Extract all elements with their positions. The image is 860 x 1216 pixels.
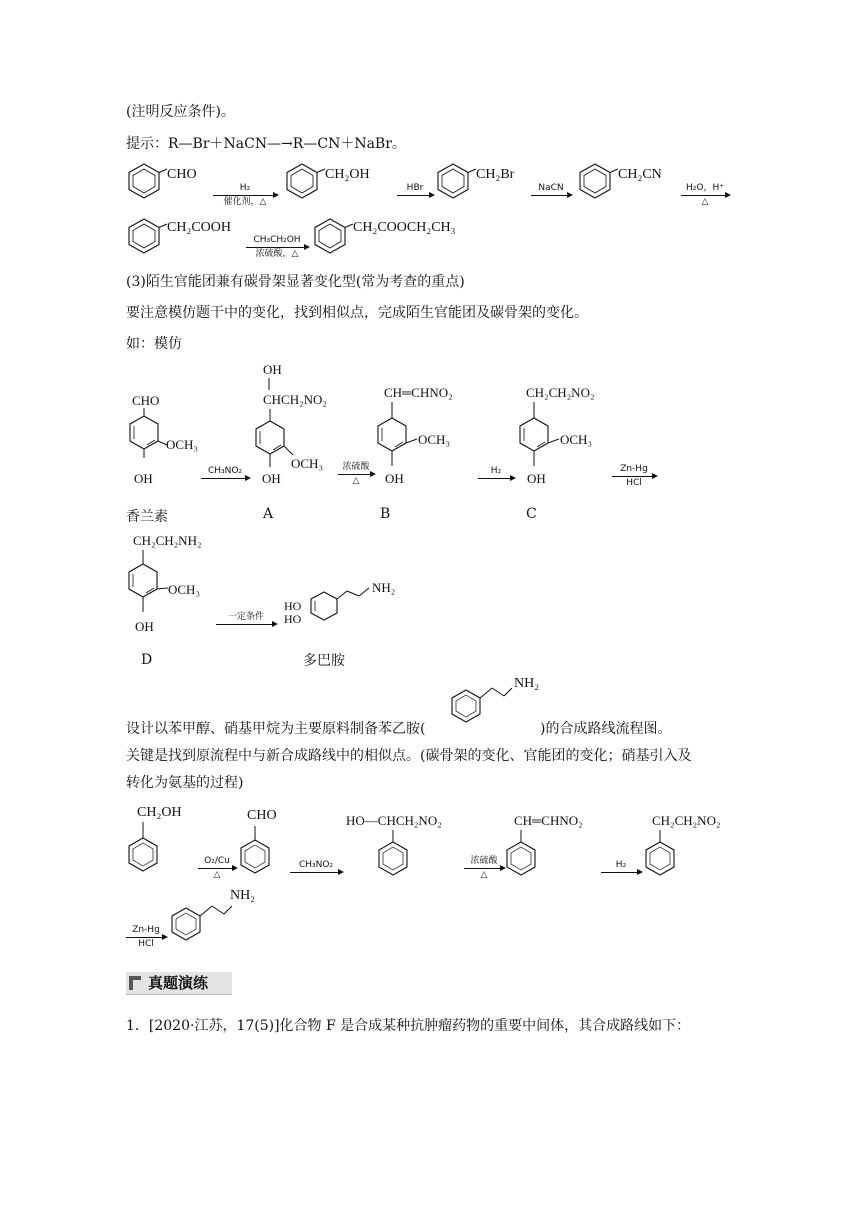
question-line: 1．[2020·江苏，17(5)]化合物 F 是合成某种抗肿瘤药物的重要中间体，其合成路线如下： bbox=[126, 1018, 691, 1034]
compound-label: B bbox=[380, 506, 391, 522]
group-label: OH bbox=[262, 471, 281, 486]
text-line: 转化为氨基的过程) bbox=[126, 775, 244, 791]
benzene-ring bbox=[238, 826, 278, 886]
text-line: 关键是找到原流程中与新合成路线中的相似点。(碳骨架的变化、官能团的变化；硝基引入及 bbox=[126, 748, 692, 764]
group-label: OH bbox=[263, 362, 282, 377]
group-label: OCH₃ bbox=[166, 437, 198, 452]
benzene-ring bbox=[313, 218, 347, 252]
reaction-arrow: HBr bbox=[397, 183, 433, 208]
text-line: )的合成路线流程图。 bbox=[540, 721, 672, 737]
benzene-ring bbox=[504, 830, 544, 890]
benzene-ring bbox=[304, 588, 374, 628]
group-label: OH bbox=[527, 471, 546, 486]
reaction-arrow: Zn-Hg HCl bbox=[612, 464, 656, 489]
bond-line bbox=[265, 378, 273, 390]
group-label: NH₂ bbox=[230, 888, 256, 903]
text-line: (注明反应条件)。 bbox=[126, 104, 235, 120]
benzene-ring bbox=[127, 163, 161, 197]
text-line: 设计以苯甲醇、硝基甲烷为主要原料制备苯乙胺( bbox=[126, 721, 426, 737]
benzene-ring bbox=[643, 830, 683, 890]
benzene-ring bbox=[126, 822, 166, 882]
compound-label: D bbox=[141, 652, 153, 668]
text-line: 要注意模仿题干中的变化，找到相似点，完成陌生官能团及碳骨架的变化。 bbox=[126, 305, 588, 321]
hint-line: 提示：R—Br＋NaCN—→R—CN＋NaBr。 bbox=[126, 136, 406, 152]
group-label: CH₂COOCH₂CH₃ bbox=[353, 220, 456, 235]
group-label: OCH₃ bbox=[560, 432, 592, 447]
compound-label: C bbox=[526, 506, 537, 522]
group-label: CHO bbox=[247, 808, 277, 823]
reaction-arrow: CH₃NO₂ bbox=[201, 466, 249, 491]
group-label: OH bbox=[134, 471, 153, 486]
group-label: HO—CHCH₂NO₂ bbox=[346, 813, 442, 828]
benzene-ring bbox=[127, 218, 161, 252]
reaction-arrow: Zn-Hg HCl bbox=[126, 925, 166, 950]
reaction-arrow: 一定条件 bbox=[216, 612, 276, 637]
group-label: CHCH₂NO₂ bbox=[263, 392, 327, 407]
group-label: CHO bbox=[132, 393, 160, 408]
group-label: CH₂CH₂NO₂ bbox=[526, 385, 595, 400]
group-label: OCH₃ bbox=[168, 582, 200, 597]
group-label: HO bbox=[284, 612, 302, 626]
group-label: CHO bbox=[167, 167, 197, 182]
phenylethylamine-structure bbox=[168, 898, 268, 944]
reaction-arrow: H₂ bbox=[601, 860, 641, 885]
compound-label: A bbox=[263, 506, 274, 522]
compound-label: 多巴胺 bbox=[303, 653, 345, 669]
reaction-arrow: H₂ 催化剂，△ bbox=[213, 183, 277, 208]
benzene-ring bbox=[578, 163, 612, 197]
group-label: CH₂Br bbox=[476, 167, 515, 182]
group-label: OH bbox=[135, 619, 154, 634]
group-label: CH₂CN bbox=[618, 167, 662, 182]
group-label: HO bbox=[284, 599, 302, 613]
group-label: CH₂CH₂NO₂ bbox=[652, 813, 721, 828]
reaction-arrow: CH₃CH₂OH 浓硫酸，△ bbox=[246, 235, 308, 260]
compound-label: 香兰素 bbox=[126, 509, 168, 525]
reaction-arrow: 浓硫酸 △ bbox=[464, 856, 504, 881]
section-title: 真题演练 bbox=[148, 974, 209, 992]
benzene-ring bbox=[285, 163, 319, 197]
reaction-arrow: O₂/Cu △ bbox=[198, 856, 236, 881]
reaction-arrow: H₂O，H⁺ △ bbox=[681, 183, 729, 208]
group-label: CH₂OH bbox=[325, 167, 370, 182]
group-label: NH₂ bbox=[514, 676, 540, 691]
group-label: CH═CHNO₂ bbox=[384, 385, 453, 400]
group-label: CH₂CH₂NH₂ bbox=[133, 533, 202, 548]
section-header bbox=[126, 972, 232, 995]
text-line: 如：模仿 bbox=[126, 336, 182, 352]
text-line: (3)陌生官能团兼有碳骨架显著变化型(常为考查的重点) bbox=[126, 274, 465, 290]
benzene-ring bbox=[436, 163, 470, 197]
benzene-ring bbox=[376, 830, 416, 890]
reaction-arrow: CH₃NO₂ bbox=[290, 860, 342, 885]
group-label: OH bbox=[385, 471, 404, 486]
group-label: CH₂OH bbox=[137, 805, 182, 820]
reaction-arrow: 浓硫酸 △ bbox=[338, 462, 374, 487]
group-label: OCH₃ bbox=[291, 456, 323, 471]
reaction-arrow: NaCN bbox=[531, 183, 571, 208]
section-marker-icon bbox=[129, 976, 141, 990]
group-label: NH₂ bbox=[372, 580, 396, 595]
reaction-arrow: H₂ bbox=[478, 466, 514, 491]
group-label: CH₂COOH bbox=[167, 220, 231, 235]
group-label: CH═CHNO₂ bbox=[514, 813, 583, 828]
group-label: OCH₃ bbox=[418, 432, 450, 447]
